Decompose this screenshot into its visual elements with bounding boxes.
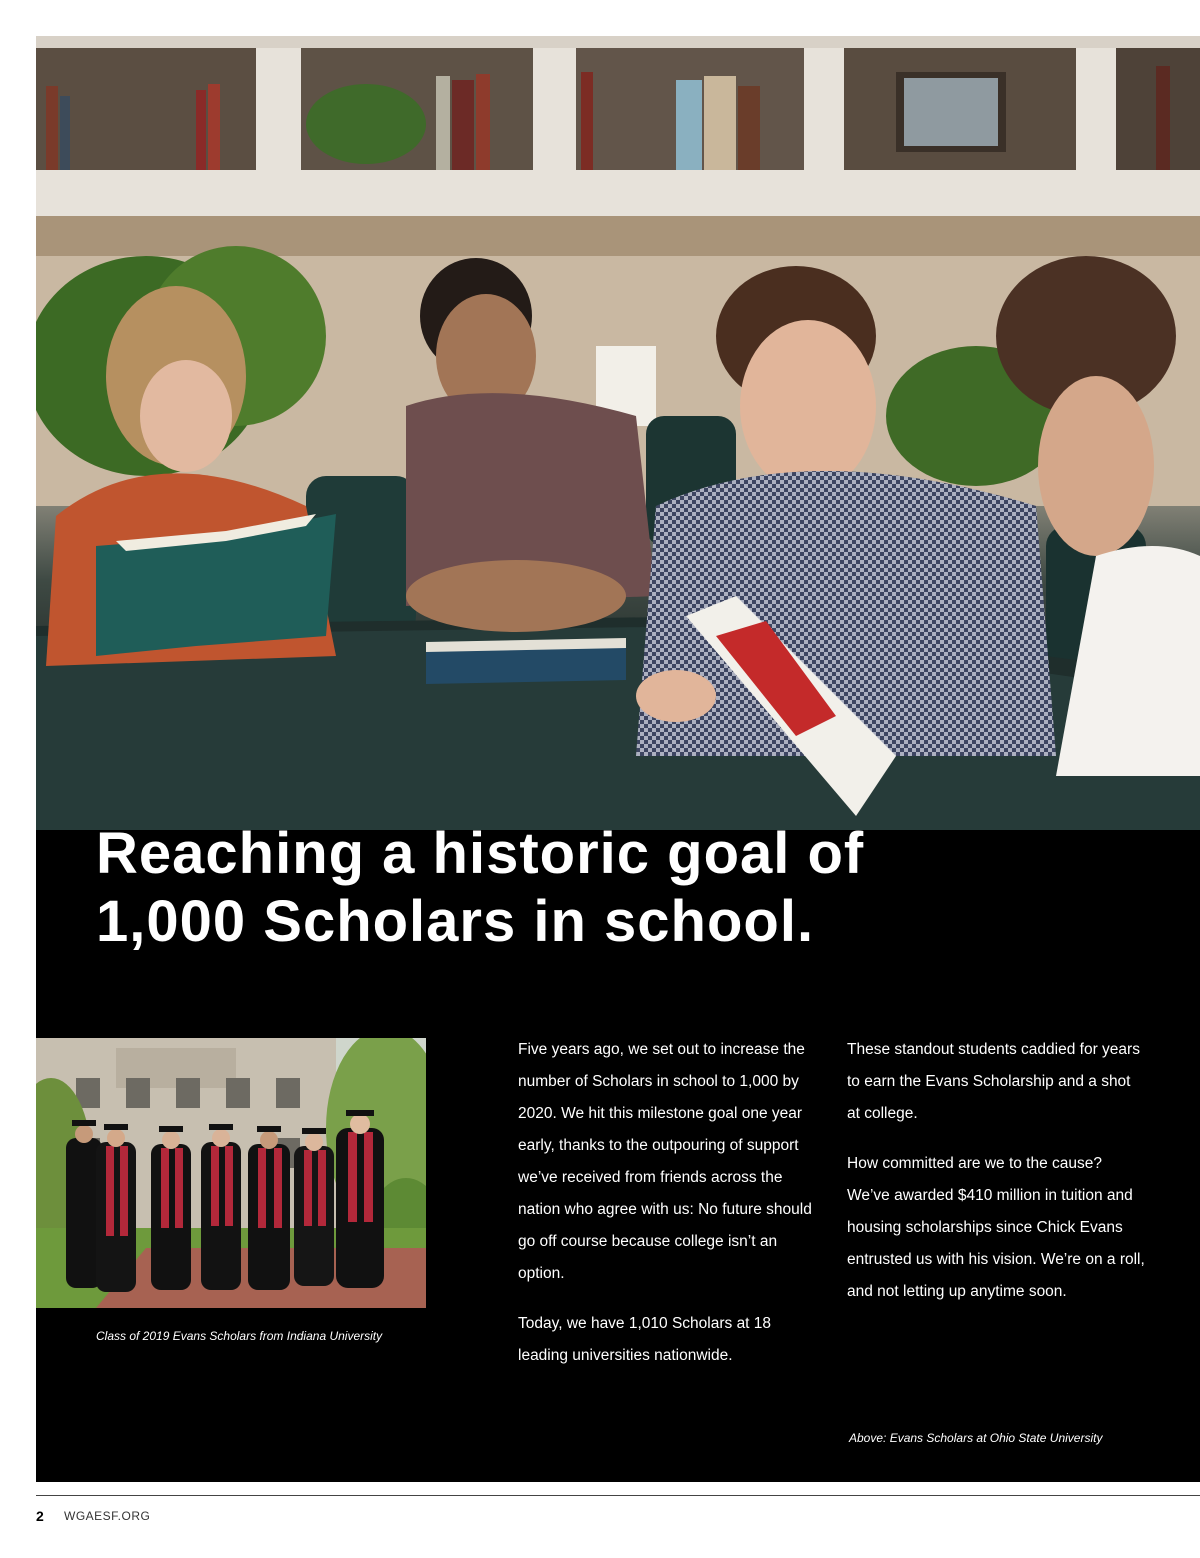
photo-caption-left: Class of 2019 Evans Scholars from Indiana University: [96, 1329, 383, 1343]
body-column-1: [518, 1034, 818, 1390]
hero-photo: [36, 36, 1200, 836]
body-paragraph: Today, we have 1,010 Scholars at 18 leading universities nationwide.: [518, 1315, 772, 1364]
body-paragraph: Five years ago, we set out to increase the number of Scholars in school to 1,000 by 2020. We hit this milestone goal one year early, thanks to the outpouring of support we’ve received from friends across the nation who agree with us: No future should go off course because college isn’t an option.: [518, 1041, 812, 1282]
footer-site-link[interactable]: WGAESF.ORG: [64, 1509, 151, 1523]
body-paragraph: These standout students caddied for years to earn the Evans Scholarship and a shot at college.: [847, 1041, 1140, 1122]
graduation-photo: [36, 1038, 426, 1308]
body-paragraph: How committed are we to the cause? We’ve awarded $410 million in tuition and housing scholarships since Chick Evans entrusted us with his vision. We’re on a roll, and not letting up anytime soon.: [847, 1155, 1145, 1300]
page-headline: [96, 820, 1096, 956]
headline-line-1: Reaching a historic goal of: [96, 821, 865, 886]
headline-line-2: 1,000 Scholars in school.: [96, 889, 815, 954]
photo-caption-right: Above: Evans Scholars at Ohio State University: [849, 1431, 1103, 1445]
footer-divider: [36, 1495, 1200, 1496]
body-column-2: [847, 1034, 1147, 1326]
page-number: 2: [36, 1508, 44, 1524]
